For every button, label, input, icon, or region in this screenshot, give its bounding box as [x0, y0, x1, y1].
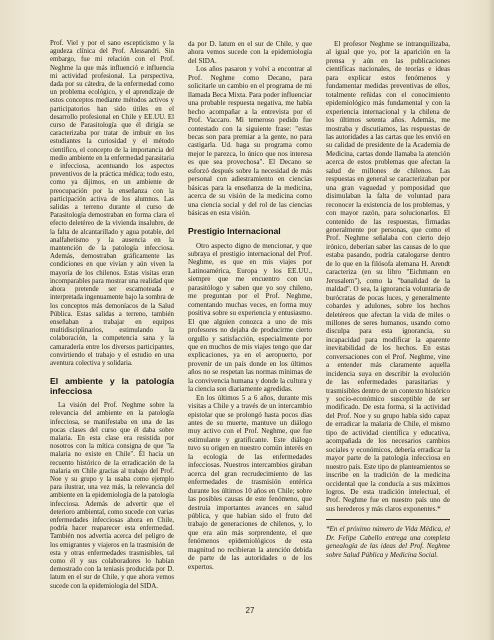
column-middle — [188, 40, 312, 571]
paragraph: Prof. Viel y por el sano escepticismo y la agudeza clínica del Prof. Alessandri. Sin embargo, fue mi relación con el Prof. Neghme la que más influenció e influencia mi actividad profesional. La perspectiva, dada por su cátedra, de la enfermedad como un problema ecológico, y el aprendizaje de estos conceptos mediante métodos activos y participatorios han sido útiles en el desarrollo profesional en Chile y EE.UU. El curso de Parasitología que él dirigía se caracterizaba por tratar de imbuir en los estudiantes la curiosidad y el método científico, el concepto de la importancia del medio ambiente en la enfermedad parasitaria e infecciosa, acentuando los aspectos preventivos de la práctica médica; todo esto, como ya dijimos, en un ambiente de preocupación por la enseñanza con la participación activa de los alumnos. Las salidas a terreno durante el curso de Parasitología demostraban en forma clara el efecto deletéreo de la vivienda insalubre, de la falta de alcantarillado y agua potable, del analfabetismo y la ausencia en la mantención de la patología infecciosa. Además, demostraban gráficamente las condiciones en que vivían y aún viven la mayoría de los chilenos. Estas visitas eran incomparables para mostrar una realidad que ahora pretende ser escamoteada e interpretada ingenuamente bajo la sombra de los conceptos más demoníacos de la Salud Pública. Estas salidas a terreno, también enseñaban a trabajar en equipos multidisciplinarios, estimulando la colaboración, la competencia sana y la camaradería entre los diversos participantes, convirtiendo el trabajo y el estudio en una aventura colectiva y solidaria. — [50, 40, 174, 367]
paragraph: Los años pasaron y volví a encontrar al Prof. Neghme como Decano, para solicitarle un cambio en el programa de mi llamada Beca Mixta. Para poder influenciar una probable respuesta negativa, me había hecho acompañar a la entrevista por el Prof. Vaccaro. Mi temeroso pedido fue contestado con la siguiente frase: "estas becas son para premiar a la gente, no para castigarla. Ud. haga su programa como mejor le parezca, lo único que nos interesa es que sea provechosa". El Decano se esforzó después sobre la necesidad de más personal con adiestramiento en ciencias básicas para la enseñanza de la medicina, acerca de su visión de la medicina como una ciencia social y del rol de las ciencias básicas en esta visión. — [188, 65, 312, 218]
page-number: 27 — [245, 606, 255, 615]
binding-shadow — [488, 0, 494, 640]
column-left — [50, 40, 174, 591]
paragraph: da por D. latum en el sur de Chile, y que ahora vemos sucede con la epidemiología del SIDA. — [188, 40, 312, 65]
paragraph: El profesor Neghme se intranquilizaba, al igual que yo, por la aparición en la prensa y aún en las publicaciones científicas nacionales, de teorías e ideas para explicar estos fenómenos y fundamentar medidas preventivas de ellos, totalmente reñidas con el conocimiento epidemiológico más fundamental y con la experiencia internacional y la chilena de los últimos setenta años. Además, me mostraba y discutíamos, las respuestas de las autoridades a las cartas que les envió en su calidad de presidente de la Academia de Medicina, cartas donde llamaba la atención acerca de estos problemas que afectan la salud de millones de chilenos. Las respuestas en general se caracterizaban por una gran vaguedad y pomposidad que disimulaban la falta de voluntad para reconocer la existencia de los problemas, y con mayor razón, para solucionarlos. El contenido de las respuestas, firmadas generalmente por personas, que como el Prof. Neghme señalaba con cierto dejo irónico, deberían saber las causas de lo que estaba pasando, podría catalogarse dentro de lo que en la filósofa alemana H. Arendt caracteriza (en su libro "Eichmann en Jerusalem"), como la "banalidad de la maldad". O sea, la ignorancia voluntaria de burócratas de pocas luces, y generalmente cobardes y adulones, sobre los hechos deletéreos que afectan la vida de miles o millones de seres humanos, usando como disculpa para esta ignorancia, su incapacidad para modificar la aparente inevitabilidad de los hechos. En estas conversaciones con el Prof. Neghme, vine a entender más claramente aquella incidencia suya en describir la evolución de las enfermedades parasitarias y trasmisibles dentro de un contexto histórico y socio-económico susceptible de ser modificado. De esta forma, si la actividad del Prof. Noe y su grupo había sido capaz de erradicar la malaria de Chile, el mismo tipo de actividad científica y educativa, acompañada de los necesarios cambios sociales y económicos, debería erradicar la mayor parte de la patología infecciosa en nuestro país. Este tipo de planteamientos se inscribe en la tradición de la medicina occidental que la conducía a sus máximos logros. De esta tradición intelectual, el Prof. Neghme fue en nuestro país uno de sus herederos y más claros exponentes.* — [326, 40, 450, 513]
column-right — [326, 40, 450, 559]
paragraph: En los últimos 5 a 6 años, durante mis visitas a Chile y a través de un intercambio epistolar que se prolongó hasta pocos días antes de su muerte, mantuve un diálogo muy activo con el Prof. Neghme, que fue estimulante y gratificante. Este diálogo tuvo su origen en nuestro común interés en la ecología de las enfermedades infecciosas. Nuestros intercambios giraban acerca del gran recrudecimiento de las enfermedades de trasmisión entérica durante los últimos 10 años en Chile; sobre las posibles causas de este fenómeno, que destruía importantes avances en salud pública, y que habían sido el fruto del trabajo de generaciones de chilenos, y, lo que era aún más sorprendente, el que fenómenos epidemiológicos de esta magnitud no recibieran la atención debida de parte de las autoridades o de los expertos. — [188, 393, 312, 571]
paragraph: Otro aspecto digno de mencionar, y que subraya el prestigio internacional del Prof. Neghme, es que en mis viajes por Latinoamérica, Europa y los EE.UU., siempre que me encuentro con un parasitólogo y saben que yo soy chileno, me preguntan por el Prof. Neghme, comentando muchas veces, en forma muy positiva sobre su experiencia y entusiasmo. El que alguien conozca a uno de mis profesores no dejaba de producirme cierto orgullo y satisfacción, especialmente por que en muchos de mis viajes tengo que dar explicaciones, ya en el aeropuerto, por provenir de un país donde en los últimos años no se respetan las normas mínimas de la convivencia humana y donde la cultura y la ciencia son diariamente agredidas. — [188, 241, 312, 394]
paragraph: La visión del Prof. Neghme sobre la relevancia del ambiente en la patología infecciosa, se manifestaba en una de las pocas clases del curso que él daba sobre malaria. En esta clase era resistida por nosotros con la mítica consigna de que "la malaria no existe en Chile". Él hacía un recuento histórico de la erradicación de la malaria en Chile gracias al trabajo del Prof. Noe y su grupo y la usaba como ejemplo para ilustrar, una vez más, la relevancia del ambiente en la epidemiología de la patología infecciosa. Además de advertir que el deterioro ambiental, como sucede con varias enfermedades infecciosas ahora en Chile, podría hacer reaparecer esta enfermedad. También nos advertía acerca del peligro de los emigrantes y viajeros en la trasmisión de esta y otras enfermedades trasmisibles, tal como él y sus colaboradores lo habían demostrado con la teniasis producida por D. latum en el sur de Chile, y que ahora vemos sucede con la epidemiología del SIDA. — [50, 402, 174, 590]
footnote: *En el próximo número de Vida Médica, el Dr. Felipe Cabello entrega una completa genealogía de las ideas del Prof. Neghme sobre Salud Pública y Medicina Social. — [326, 525, 450, 559]
footnote-divider — [326, 519, 450, 520]
section-heading-ambiente: El ambiente y la patología infecciosa — [50, 376, 174, 397]
section-heading-prestigio: Prestigio Internacional — [188, 225, 281, 236]
